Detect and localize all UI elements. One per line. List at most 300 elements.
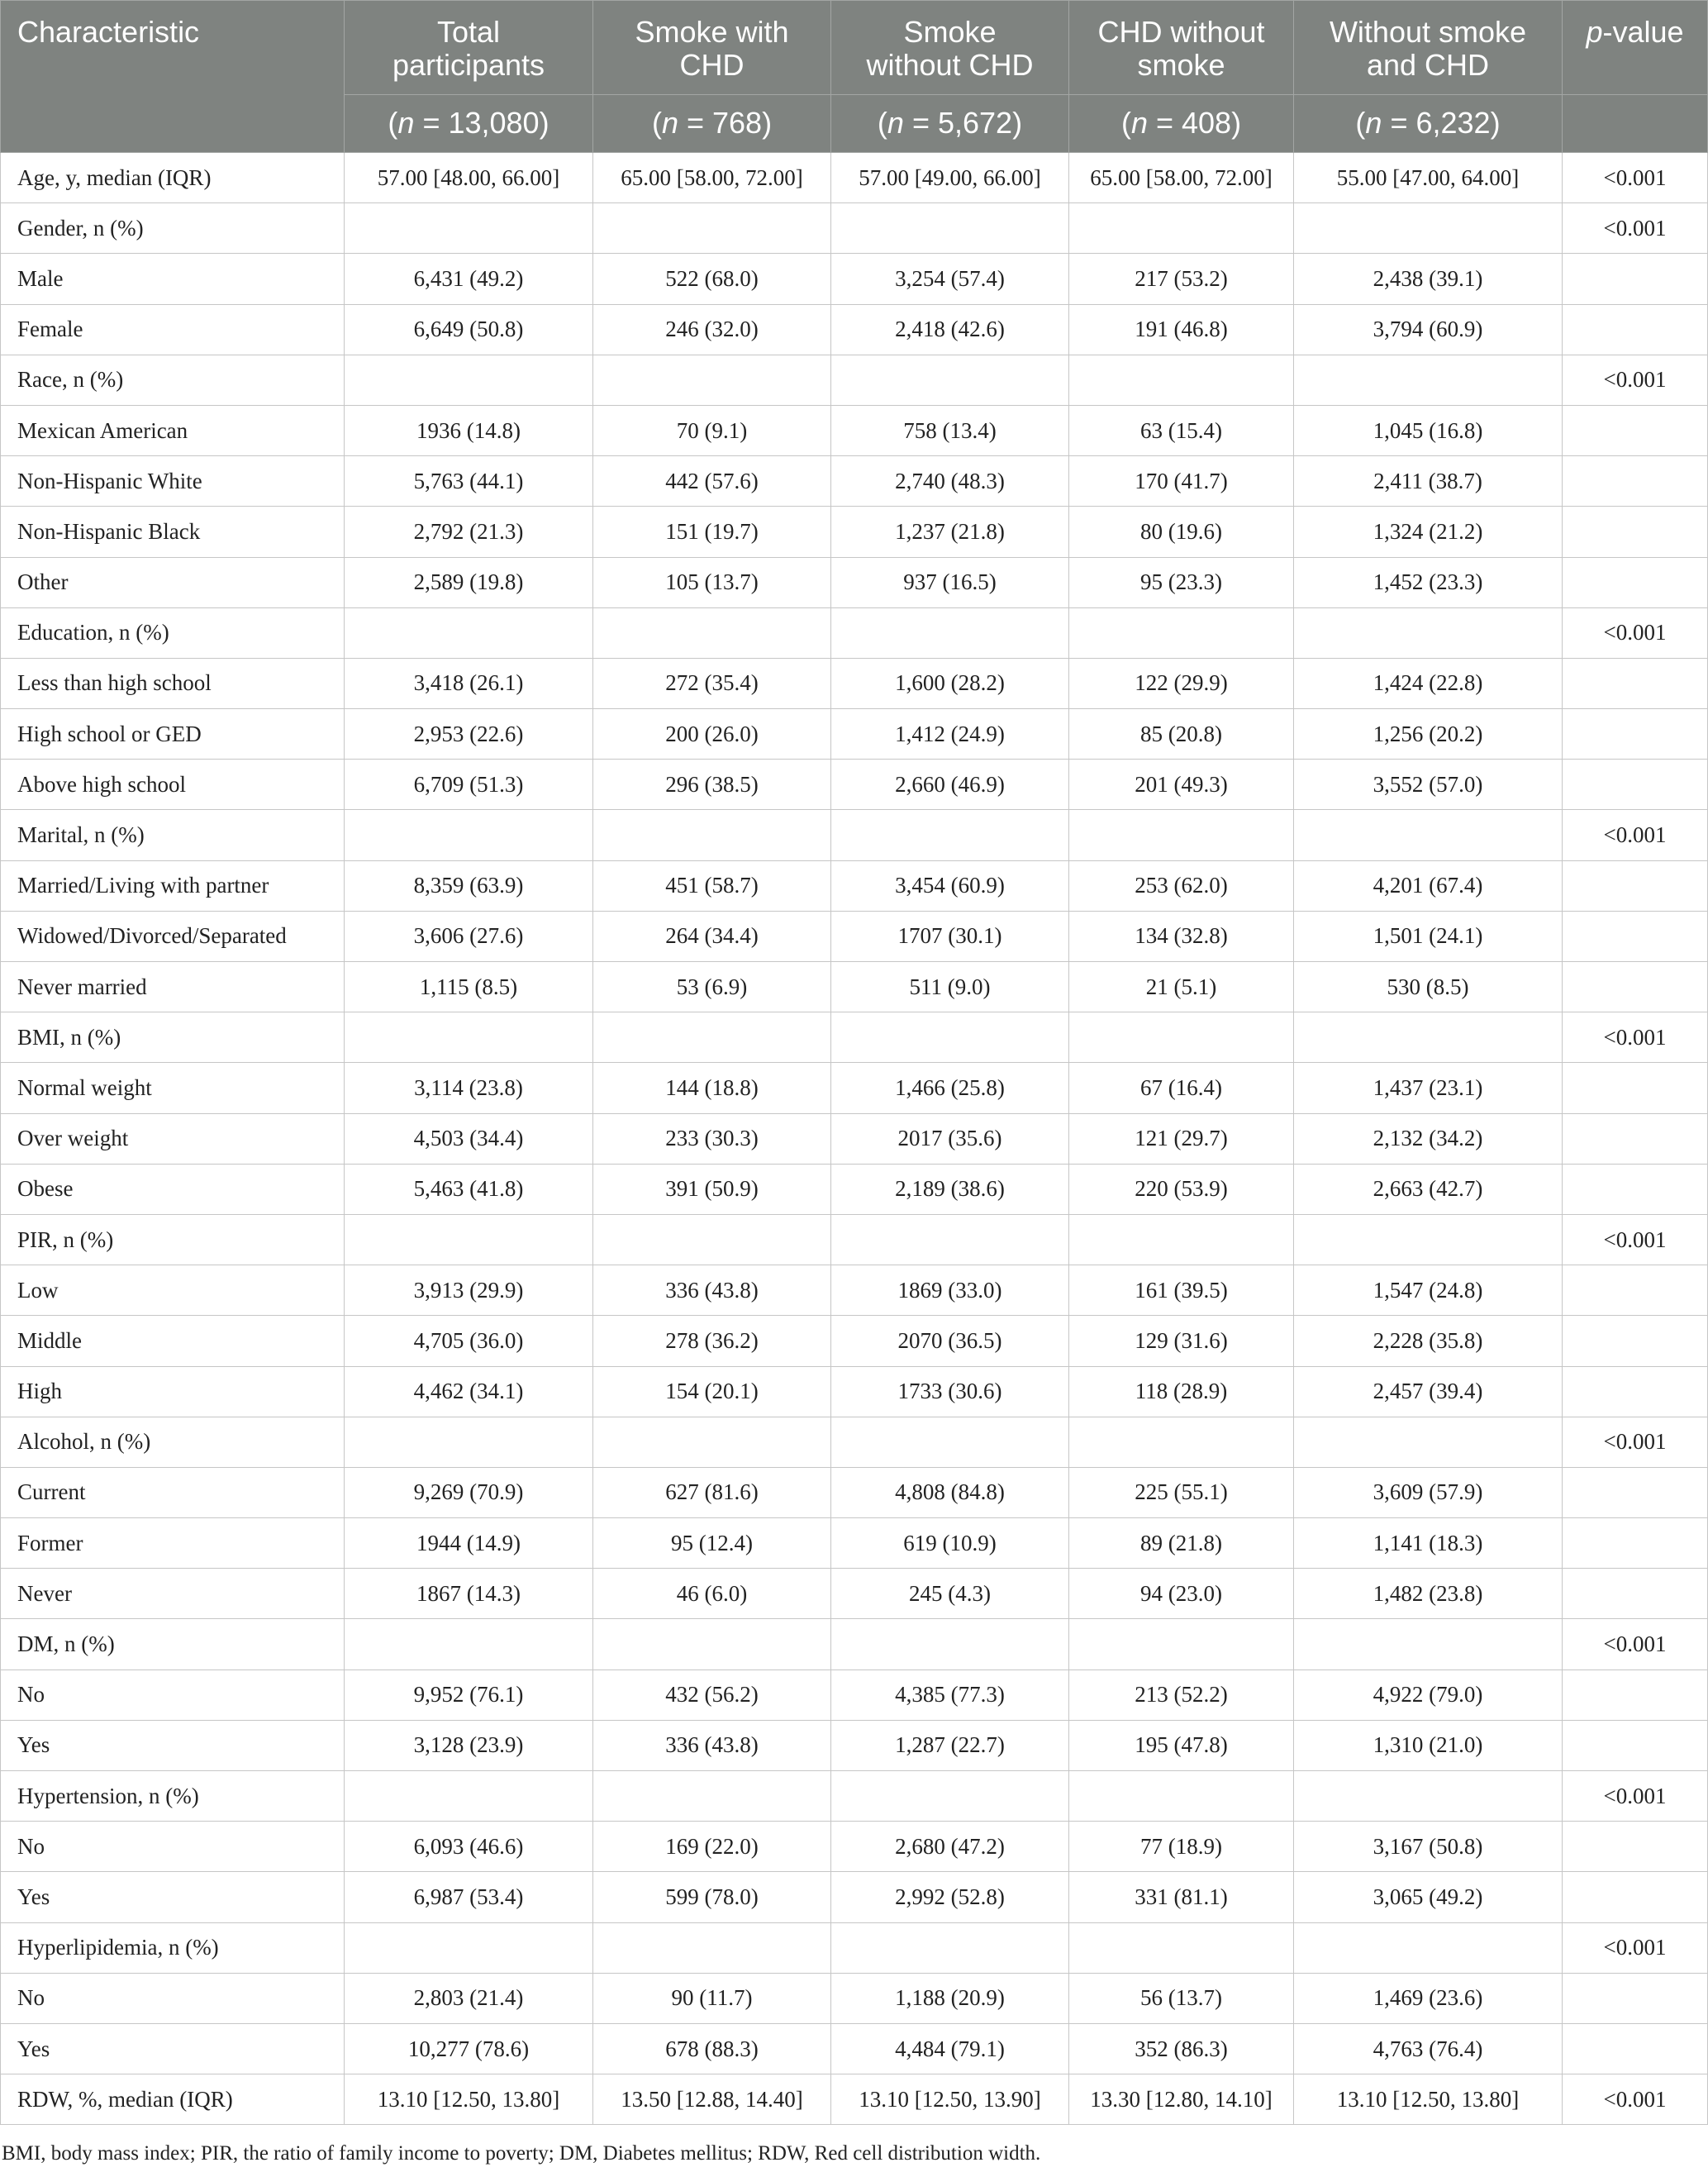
cell-value: 1,466 (25.8) [831,1063,1069,1113]
cell-value: 90 (11.7) [593,1973,831,2023]
cell-p-value: <0.001 [1563,1012,1708,1063]
cell-value: 1733 (30.6) [831,1366,1069,1417]
cell-value: 67 (16.4) [1069,1063,1294,1113]
row-label: Gender, n (%) [1,203,345,254]
cell-p-value [1563,1720,1708,1770]
table-row [1,1872,1708,1922]
cell-p-value [1563,709,1708,760]
table-row [1,1214,1708,1265]
table-row [1,1113,1708,1164]
header-smoke-without-chd: Smoke without CHD [831,1,1069,95]
cell-value: 391 (50.9) [593,1164,831,1214]
cell-value: 2,457 (39.4) [1294,1366,1563,1417]
cell-value: 1,469 (23.6) [1294,1973,1563,2023]
cell-value: 522 (68.0) [593,254,831,304]
cell-p-value: <0.001 [1563,1417,1708,1467]
cell-value [345,1012,593,1063]
cell-value [593,203,831,254]
cell-value: 154 (20.1) [593,1366,831,1417]
cell-value: 4,201 (67.4) [1294,860,1563,911]
cell-value: 1,115 (8.5) [345,962,593,1012]
cell-value: 3,552 (57.0) [1294,760,1563,810]
row-label: Current [1,1467,345,1517]
cell-value: 217 (53.2) [1069,254,1294,304]
row-label: Other [1,557,345,607]
row-label: PIR, n (%) [1,1214,345,1265]
cell-value: 2,411 (38.7) [1294,456,1563,507]
cell-value: 1,412 (24.9) [831,709,1069,760]
cell-value: 46 (6.0) [593,1569,831,1619]
table-row [1,1669,1708,1720]
cell-p-value [1563,1872,1708,1922]
cell-value: 2070 (36.5) [831,1316,1069,1366]
row-label: Education, n (%) [1,607,345,658]
table-row [1,760,1708,810]
header-n-smoke-with-chd: (n = 768) [593,95,831,153]
cell-value [1069,1012,1294,1063]
cell-value: 1,424 (22.8) [1294,658,1563,708]
cell-value: 94 (23.0) [1069,1569,1294,1619]
cell-value: 13.10 [12.50, 13.80] [345,2074,593,2125]
cell-value: 4,763 (76.4) [1294,2023,1563,2074]
table-body [1,153,1708,2125]
cell-value: 63 (15.4) [1069,405,1294,455]
table-row [1,1822,1708,1872]
table-row [1,911,1708,961]
cell-value: 2,663 (42.7) [1294,1164,1563,1214]
cell-value: 1,547 (24.8) [1294,1265,1563,1316]
cell-value [345,355,593,405]
cell-value [345,1619,593,1669]
cell-value: 599 (78.0) [593,1872,831,1922]
cell-value [831,1214,1069,1265]
cell-value [345,1771,593,1822]
cell-value: 6,987 (53.4) [345,1872,593,1922]
cell-p-value [1563,507,1708,557]
header-n-without-smoke-and-chd: (n = 6,232) [1294,95,1563,153]
cell-value: 70 (9.1) [593,405,831,455]
cell-value: 200 (26.0) [593,709,831,760]
cell-value [593,355,831,405]
cell-value: 55.00 [47.00, 64.00] [1294,153,1563,203]
cell-value: 170 (41.7) [1069,456,1294,507]
cell-value [1069,1417,1294,1467]
cell-value [1294,607,1563,658]
cell-p-value: <0.001 [1563,607,1708,658]
cell-value [1069,1771,1294,1822]
cell-p-value: <0.001 [1563,1922,1708,1973]
row-label: Yes [1,1872,345,1922]
row-label: RDW, %, median (IQR) [1,2074,345,2125]
row-label: Non-Hispanic White [1,456,345,507]
cell-value [593,1619,831,1669]
cell-value: 1,324 (21.2) [1294,507,1563,557]
cell-value: 13.30 [12.80, 14.10] [1069,2074,1294,2125]
cell-p-value: <0.001 [1563,355,1708,405]
header-p-value: p-value [1563,1,1708,95]
table-row [1,1164,1708,1214]
cell-value: 13.10 [12.50, 13.90] [831,2074,1069,2125]
header-n-smoke-without-chd: (n = 5,672) [831,95,1069,153]
cell-value [1294,355,1563,405]
cell-p-value [1563,911,1708,961]
row-label: BMI, n (%) [1,1012,345,1063]
row-label: Race, n (%) [1,355,345,405]
row-label: No [1,1822,345,1872]
cell-value [1294,203,1563,254]
header-n-p-value-blank [1563,95,1708,153]
cell-value [345,1417,593,1467]
cell-value [831,203,1069,254]
cell-p-value [1563,760,1708,810]
cell-value: 13.10 [12.50, 13.80] [1294,2074,1563,2125]
header-chd-without-smoke: CHD without smoke [1069,1,1294,95]
row-label: Age, y, median (IQR) [1,153,345,203]
cell-value: 451 (58.7) [593,860,831,911]
cell-p-value [1563,860,1708,911]
cell-value: 10,277 (78.6) [345,2023,593,2074]
table-row [1,1316,1708,1366]
cell-p-value [1563,1822,1708,1872]
cell-value: 1707 (30.1) [831,911,1069,961]
row-label: Never [1,1569,345,1619]
row-label: Former [1,1518,345,1569]
cell-value: 105 (13.7) [593,557,831,607]
cell-value: 2,132 (34.2) [1294,1113,1563,1164]
cell-value: 161 (39.5) [1069,1265,1294,1316]
cell-value: 1,452 (23.3) [1294,557,1563,607]
cell-value: 272 (35.4) [593,658,831,708]
table-row [1,1366,1708,1417]
cell-value: 2,589 (19.8) [345,557,593,607]
header-characteristic: Characteristic [1,1,345,153]
cell-value: 195 (47.8) [1069,1720,1294,1770]
cell-value: 1,482 (23.8) [1294,1569,1563,1619]
cell-value: 4,462 (34.1) [345,1366,593,1417]
cell-value: 3,794 (60.9) [1294,304,1563,355]
row-label: Never married [1,962,345,1012]
table-row [1,254,1708,304]
cell-value: 6,709 (51.3) [345,760,593,810]
cell-value: 336 (43.8) [593,1720,831,1770]
table-row [1,1619,1708,1669]
row-label: Middle [1,1316,345,1366]
cell-value: 1,501 (24.1) [1294,911,1563,961]
cell-value [345,1922,593,1973]
cell-value: 278 (36.2) [593,1316,831,1366]
cell-value: 1,437 (23.1) [1294,1063,1563,1113]
cell-value: 442 (57.6) [593,456,831,507]
cell-value: 246 (32.0) [593,304,831,355]
header-total-participants: Total participants [345,1,593,95]
cell-value: 65.00 [58.00, 72.00] [1069,153,1294,203]
cell-value: 2,803 (21.4) [345,1973,593,2023]
cell-p-value [1563,1316,1708,1366]
cell-value: 85 (20.8) [1069,709,1294,760]
row-label: Low [1,1265,345,1316]
cell-value: 3,167 (50.8) [1294,1822,1563,1872]
cell-value: 6,649 (50.8) [345,304,593,355]
row-label: High [1,1366,345,1417]
cell-value: 121 (29.7) [1069,1113,1294,1164]
cell-value [1069,1922,1294,1973]
cell-p-value [1563,405,1708,455]
cell-value [1069,607,1294,658]
cell-p-value [1563,2023,1708,2074]
row-label: Alcohol, n (%) [1,1417,345,1467]
row-label: Above high school [1,760,345,810]
cell-value: 4,503 (34.4) [345,1113,593,1164]
cell-p-value: <0.001 [1563,1619,1708,1669]
cell-value [593,607,831,658]
table-row [1,1417,1708,1467]
cell-value: 1867 (14.3) [345,1569,593,1619]
cell-p-value: <0.001 [1563,810,1708,860]
cell-value: 253 (62.0) [1069,860,1294,911]
cell-value [593,1922,831,1973]
cell-value: 9,952 (76.1) [345,1669,593,1720]
cell-value: 331 (81.1) [1069,1872,1294,1922]
cell-value: 57.00 [48.00, 66.00] [345,153,593,203]
cell-value [831,1417,1069,1467]
cell-value: 336 (43.8) [593,1265,831,1316]
cell-value: 1,310 (21.0) [1294,1720,1563,1770]
cell-value [1294,1012,1563,1063]
cell-value: 3,606 (27.6) [345,911,593,961]
cell-value: 8,359 (63.9) [345,860,593,911]
cell-value: 191 (46.8) [1069,304,1294,355]
cell-value: 937 (16.5) [831,557,1069,607]
table-row [1,709,1708,760]
cell-value: 80 (19.6) [1069,507,1294,557]
cell-value: 627 (81.6) [593,1467,831,1517]
table-row [1,810,1708,860]
cell-p-value [1563,1973,1708,2023]
cell-p-value: <0.001 [1563,153,1708,203]
table-row [1,607,1708,658]
table-row [1,1771,1708,1822]
cell-value [1294,1619,1563,1669]
cell-value: 530 (8.5) [1294,962,1563,1012]
cell-value: 213 (52.2) [1069,1669,1294,1720]
cell-value: 4,922 (79.0) [1294,1669,1563,1720]
cell-value: 1,188 (20.9) [831,1973,1069,2023]
cell-p-value [1563,1063,1708,1113]
cell-value: 6,431 (49.2) [345,254,593,304]
table-row [1,203,1708,254]
cell-value: 1944 (14.9) [345,1518,593,1569]
cell-p-value [1563,304,1708,355]
row-label: High school or GED [1,709,345,760]
cell-value [345,1214,593,1265]
cell-value: 1936 (14.8) [345,405,593,455]
cell-value [831,355,1069,405]
cell-value: 511 (9.0) [831,962,1069,1012]
table-row [1,1467,1708,1517]
cell-value: 3,128 (23.9) [345,1720,593,1770]
cell-value: 3,065 (49.2) [1294,1872,1563,1922]
table-row [1,557,1708,607]
cell-value: 352 (86.3) [1069,2023,1294,2074]
table-row [1,355,1708,405]
cell-value: 129 (31.6) [1069,1316,1294,1366]
cell-value [1294,1214,1563,1265]
cell-value [593,810,831,860]
cell-value: 2,792 (21.3) [345,507,593,557]
cell-value: 1,600 (28.2) [831,658,1069,708]
cell-value: 122 (29.9) [1069,658,1294,708]
cell-value: 95 (12.4) [593,1518,831,1569]
cell-value: 169 (22.0) [593,1822,831,1872]
cell-value: 264 (34.4) [593,911,831,961]
cell-value: 1,045 (16.8) [1294,405,1563,455]
header-n-total: (n = 13,080) [345,95,593,153]
cell-value: 13.50 [12.88, 14.40] [593,2074,831,2125]
cell-p-value [1563,1265,1708,1316]
cell-value: 21 (5.1) [1069,962,1294,1012]
row-label: Married/Living with partner [1,860,345,911]
cell-p-value [1563,1467,1708,1517]
cell-value [1069,1214,1294,1265]
cell-value: 3,609 (57.9) [1294,1467,1563,1517]
table-row [1,1063,1708,1113]
cell-value [831,1771,1069,1822]
row-label: Marital, n (%) [1,810,345,860]
cell-p-value: <0.001 [1563,1214,1708,1265]
cell-p-value [1563,962,1708,1012]
cell-value: 2,740 (48.3) [831,456,1069,507]
cell-value: 2017 (35.6) [831,1113,1069,1164]
cell-value: 65.00 [58.00, 72.00] [593,153,831,203]
cell-value: 57.00 [49.00, 66.00] [831,153,1069,203]
cell-value: 3,114 (23.8) [345,1063,593,1113]
table-footnote: BMI, body mass index; PIR, the ratio of family income to poverty; DM, Diabetes mellitus; RDW, Red cell distribution width. [2,2142,1041,2165]
cell-value: 4,705 (36.0) [345,1316,593,1366]
cell-value [1069,203,1294,254]
cell-value: 118 (28.9) [1069,1366,1294,1417]
cell-value [593,1417,831,1467]
table-row [1,1922,1708,1973]
row-label: DM, n (%) [1,1619,345,1669]
cell-p-value [1563,456,1708,507]
cell-value [593,1012,831,1063]
cell-value: 1,256 (20.2) [1294,709,1563,760]
table-row [1,405,1708,455]
cell-value [1069,355,1294,405]
cell-value: 6,093 (46.6) [345,1822,593,1872]
cell-value: 89 (21.8) [1069,1518,1294,1569]
cell-value: 3,418 (26.1) [345,658,593,708]
cell-value [1294,810,1563,860]
cell-value: 2,660 (46.9) [831,760,1069,810]
cell-value [345,203,593,254]
cell-p-value: <0.001 [1563,203,1708,254]
header-row [1,1,1708,95]
cell-value: 225 (55.1) [1069,1467,1294,1517]
cell-value: 53 (6.9) [593,962,831,1012]
table-row [1,1265,1708,1316]
cell-value: 144 (18.8) [593,1063,831,1113]
cell-value: 1869 (33.0) [831,1265,1069,1316]
cell-value [345,607,593,658]
cell-value: 56 (13.7) [1069,1973,1294,2023]
cell-p-value: <0.001 [1563,2074,1708,2125]
header-without-smoke-and-chd: Without smoke and CHD [1294,1,1563,95]
cell-value [593,1214,831,1265]
cell-value: 2,953 (22.6) [345,709,593,760]
row-label: Male [1,254,345,304]
table-row [1,860,1708,911]
row-label: Obese [1,1164,345,1214]
cell-value: 2,418 (42.6) [831,304,1069,355]
cell-value: 432 (56.2) [593,1669,831,1720]
cell-value: 3,454 (60.9) [831,860,1069,911]
table-row [1,304,1708,355]
row-label: Widowed/Divorced/Separated [1,911,345,961]
row-label: Hypertension, n (%) [1,1771,345,1822]
row-label: Yes [1,2023,345,2074]
table-row [1,1973,1708,2023]
cell-value: 5,463 (41.8) [345,1164,593,1214]
cell-value: 2,680 (47.2) [831,1822,1069,1872]
cell-value [831,607,1069,658]
cell-value [831,1922,1069,1973]
row-label: Over weight [1,1113,345,1164]
cell-value [345,810,593,860]
cell-p-value [1563,557,1708,607]
cell-value [831,1012,1069,1063]
cell-value: 151 (19.7) [593,507,831,557]
header-smoke-with-chd: Smoke with CHD [593,1,831,95]
row-label: No [1,1669,345,1720]
cell-value [1294,1922,1563,1973]
cell-value [593,1771,831,1822]
cell-value: 2,438 (39.1) [1294,254,1563,304]
row-label: No [1,1973,345,2023]
table-row [1,1720,1708,1770]
row-label: Female [1,304,345,355]
cell-value: 134 (32.8) [1069,911,1294,961]
cell-p-value [1563,1669,1708,1720]
cell-value: 4,484 (79.1) [831,2023,1069,2074]
cell-value: 9,269 (70.9) [345,1467,593,1517]
cell-p-value [1563,1113,1708,1164]
table-row [1,2023,1708,2074]
cell-value: 3,254 (57.4) [831,254,1069,304]
cell-value: 95 (23.3) [1069,557,1294,607]
row-label: Normal weight [1,1063,345,1113]
table-row [1,658,1708,708]
table-row [1,507,1708,557]
cell-value: 245 (4.3) [831,1569,1069,1619]
cell-value [1069,1619,1294,1669]
header-n-chd-without-smoke: (n = 408) [1069,95,1294,153]
cell-value: 5,763 (44.1) [345,456,593,507]
table-row [1,1569,1708,1619]
cell-p-value [1563,1518,1708,1569]
cell-value: 2,228 (35.8) [1294,1316,1563,1366]
table-row [1,1012,1708,1063]
table-row [1,153,1708,203]
cell-value: 619 (10.9) [831,1518,1069,1569]
table-row [1,962,1708,1012]
cell-p-value [1563,254,1708,304]
cell-value: 3,913 (29.9) [345,1265,593,1316]
cell-value [831,1619,1069,1669]
cell-value [831,810,1069,860]
cell-value [1069,810,1294,860]
cell-value: 77 (18.9) [1069,1822,1294,1872]
